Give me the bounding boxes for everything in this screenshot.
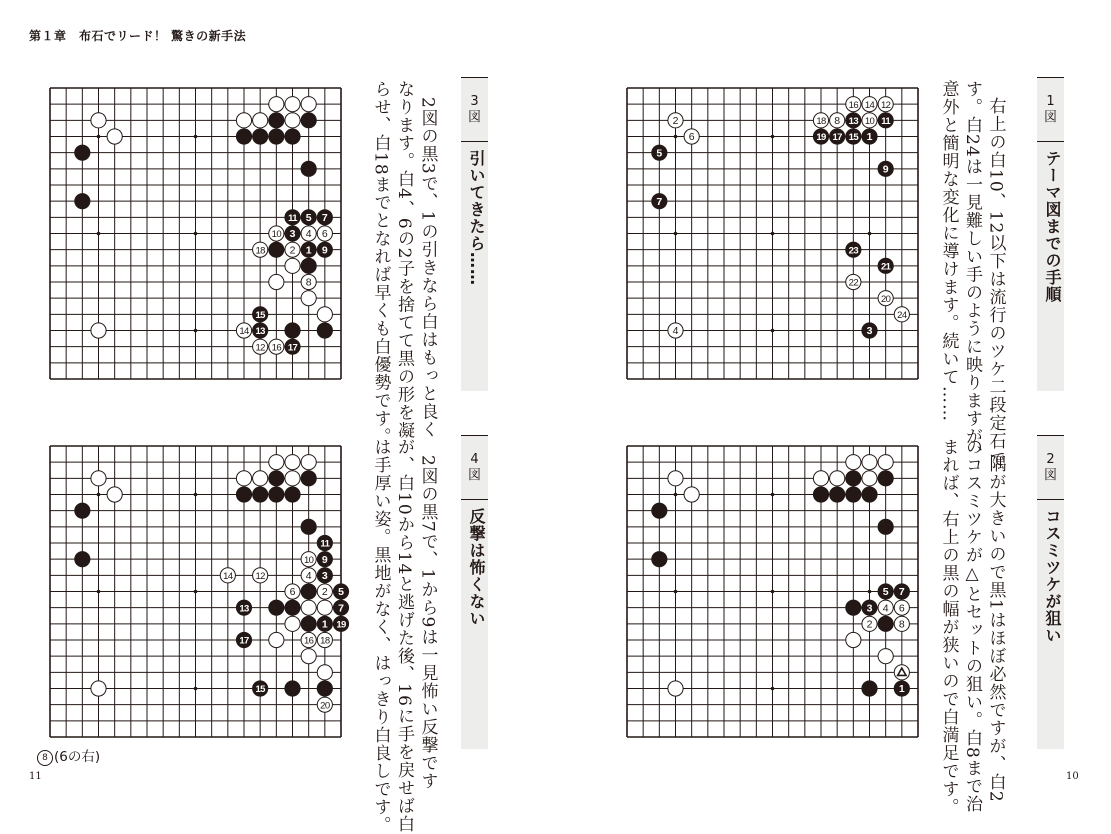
- white-stone: [894, 600, 909, 615]
- black-stone: [317, 568, 332, 583]
- svg-text:16: 16: [848, 99, 859, 111]
- black-stone: [846, 113, 861, 128]
- svg-text:2: 2: [866, 618, 873, 631]
- black-stone: [846, 242, 861, 257]
- white-stone: [846, 274, 861, 289]
- text-line: まれば、右上の黒の幅が狭いので白満足です。: [938, 438, 959, 816]
- white-stone: [668, 113, 683, 128]
- white-stone: [894, 307, 909, 322]
- white-stone: [253, 339, 268, 354]
- black-stone: [253, 487, 268, 502]
- white-stone: [317, 600, 332, 615]
- circled-number-8-icon: 8: [37, 750, 53, 766]
- svg-text:16: 16: [303, 635, 314, 647]
- figure-2-label: [1037, 435, 1064, 749]
- figure-1-commentary: [936, 80, 1007, 469]
- white-stone: [301, 632, 316, 647]
- black-stone: [236, 129, 251, 144]
- figure-title: 引いてきたら……: [467, 150, 486, 286]
- go-board-figure-1: [627, 88, 918, 379]
- white-stone: [668, 471, 683, 486]
- svg-text:14: 14: [223, 570, 233, 582]
- black-stone: [285, 487, 300, 502]
- go-board-figure-2: [627, 446, 918, 737]
- svg-text:13: 13: [255, 326, 265, 338]
- black-stone: [301, 113, 316, 128]
- svg-text:1: 1: [305, 244, 312, 257]
- black-stone: [301, 258, 316, 273]
- black-stone: [269, 113, 284, 128]
- black-stone: [285, 681, 300, 696]
- figure-3-label: [461, 77, 488, 391]
- black-stone: [846, 600, 861, 615]
- board-grid: [627, 88, 918, 379]
- black-stone: [878, 584, 893, 599]
- figure-number-digit: 2: [1046, 451, 1055, 467]
- text-line: なります。白4、6の2子を捨てて黒の形を凝: [394, 80, 414, 440]
- black-stone: [285, 323, 300, 338]
- white-stone: [220, 568, 235, 583]
- white-stone: [862, 113, 877, 128]
- figure-number-digit: 1: [1046, 93, 1055, 109]
- white-stone: [301, 568, 316, 583]
- black-stone: [75, 552, 90, 567]
- white-stone: [253, 471, 268, 486]
- black-stone: [652, 503, 667, 518]
- figure-number: [1037, 78, 1064, 142]
- svg-text:11: 11: [320, 538, 330, 550]
- svg-text:1: 1: [898, 683, 905, 696]
- svg-text:7: 7: [321, 211, 328, 224]
- svg-text:3: 3: [289, 228, 296, 241]
- svg-text:3: 3: [866, 325, 873, 338]
- white-stone: [91, 323, 106, 338]
- white-stone: [253, 568, 268, 583]
- white-stone: [862, 97, 877, 112]
- svg-text:5: 5: [882, 586, 889, 599]
- black-stone: [301, 210, 316, 225]
- white-stone: [878, 600, 893, 615]
- black-stone: [652, 552, 667, 567]
- svg-text:20: 20: [880, 293, 891, 305]
- black-stone: [878, 471, 893, 486]
- svg-text:11: 11: [881, 115, 891, 127]
- black-stone: [301, 161, 316, 176]
- white-stone: [846, 455, 861, 470]
- black-stone: [285, 210, 300, 225]
- white-stone: [301, 600, 316, 615]
- white-stone: [269, 97, 284, 112]
- white-stone: [684, 129, 699, 144]
- black-stone: [862, 600, 877, 615]
- svg-text:1: 1: [321, 618, 328, 631]
- figure-title: コスミツケが狙い: [1043, 508, 1062, 644]
- black-stone: [75, 503, 90, 518]
- black-stone: [846, 487, 861, 502]
- white-stone: [91, 113, 106, 128]
- svg-text:14: 14: [864, 99, 875, 111]
- white-stone: [285, 471, 300, 486]
- black-stone: [333, 584, 348, 599]
- svg-text:17: 17: [239, 635, 249, 647]
- black-stone: [253, 323, 268, 338]
- white-stone: [301, 226, 316, 241]
- black-stone: [301, 616, 316, 631]
- svg-text:3: 3: [321, 569, 328, 582]
- white-stone: [894, 665, 909, 680]
- white-stone: [301, 274, 316, 289]
- text-line: が、白10から14と逃げた後、16に手を戻せば白: [394, 438, 414, 833]
- figure-1-label: [1037, 77, 1064, 391]
- black-stone: [813, 487, 828, 502]
- white-stone: [285, 616, 300, 631]
- black-stone: [813, 129, 828, 144]
- white-stone: [668, 323, 683, 338]
- svg-text:1: 1: [866, 131, 873, 144]
- black-stone: [894, 681, 909, 696]
- white-stone: [878, 291, 893, 306]
- black-stone: [333, 600, 348, 615]
- white-stone: [301, 649, 316, 664]
- svg-text:12: 12: [255, 570, 265, 582]
- figure-number-zu: 図: [467, 467, 481, 483]
- chapter-heading: 第１章 布石でリード！ 驚きの新手法: [29, 29, 247, 43]
- white-stone: [301, 455, 316, 470]
- svg-text:15: 15: [255, 684, 265, 696]
- black-stone: [862, 487, 877, 502]
- svg-text:10: 10: [303, 554, 314, 566]
- svg-text:6: 6: [688, 131, 695, 144]
- text-line: 意外と簡明な変化に導けます。続いて……: [938, 80, 959, 422]
- black-stone: [317, 681, 332, 696]
- svg-text:12: 12: [880, 99, 891, 111]
- text-line: 右上の白10、12以下は流行のツケ二段定石で: [985, 97, 1006, 469]
- black-stone: [285, 129, 300, 144]
- black-stone: [269, 487, 284, 502]
- svg-text:6: 6: [898, 602, 905, 615]
- figure-number-digit: 4: [470, 451, 479, 467]
- svg-text:18: 18: [255, 245, 265, 257]
- text-line: 2図の黒7で、1から9は一見怖い反撃です: [417, 455, 438, 791]
- black-stone: [75, 145, 90, 160]
- svg-text:20: 20: [320, 700, 330, 712]
- white-stone: [894, 616, 909, 631]
- black-stone: [333, 616, 348, 631]
- black-stone: [846, 471, 861, 486]
- white-stone: [285, 97, 300, 112]
- black-stone: [862, 323, 877, 338]
- white-stone: [269, 455, 284, 470]
- black-stone: [236, 487, 251, 502]
- black-stone: [301, 519, 316, 534]
- white-stone: [285, 258, 300, 273]
- white-stone: [301, 97, 316, 112]
- text-line: 隅が大きいので黒1はほぼ必然ですが、白2: [985, 455, 1006, 803]
- figure-3-commentary: [368, 80, 439, 446]
- black-stone: [317, 210, 332, 225]
- white-stone: [317, 632, 332, 647]
- figure-number-zu: 図: [467, 109, 481, 125]
- svg-text:18: 18: [816, 115, 826, 127]
- svg-text:16: 16: [271, 342, 282, 354]
- black-stone: [878, 519, 893, 534]
- black-stone: [253, 681, 268, 696]
- white-stone: [317, 307, 332, 322]
- black-stone: [878, 258, 893, 273]
- svg-text:14: 14: [239, 326, 249, 338]
- white-stone: [285, 455, 300, 470]
- svg-text:8: 8: [305, 276, 312, 289]
- svg-text:4: 4: [882, 602, 889, 615]
- text-line: 2図の黒3で、1の引きなら白はもっと良く: [417, 97, 438, 439]
- figure-4-caption: [37, 745, 100, 766]
- white-stone: [830, 471, 845, 486]
- black-stone: [878, 616, 893, 631]
- caption-text: (6の右): [54, 749, 101, 765]
- black-stone: [285, 339, 300, 354]
- black-stone: [652, 194, 667, 209]
- white-stone: [878, 649, 893, 664]
- black-stone: [269, 242, 284, 257]
- black-stone: [269, 471, 284, 486]
- black-stone: [862, 129, 877, 144]
- svg-text:23: 23: [848, 245, 859, 257]
- white-stone: [91, 471, 106, 486]
- svg-text:2: 2: [672, 114, 679, 127]
- black-stone: [285, 226, 300, 241]
- svg-text:17: 17: [832, 132, 842, 144]
- svg-text:4: 4: [305, 569, 312, 582]
- svg-text:10: 10: [864, 115, 875, 127]
- figure-title: 反撃は怖くない: [467, 508, 486, 627]
- svg-text:6: 6: [321, 228, 328, 241]
- white-stone: [813, 113, 828, 128]
- figure-number-zu: 図: [1043, 467, 1057, 483]
- black-stone: [652, 145, 667, 160]
- white-stone: [269, 226, 284, 241]
- figure-number-zu: 図: [1043, 109, 1057, 125]
- white-stone: [253, 242, 268, 257]
- black-stone: [878, 161, 893, 176]
- svg-text:11: 11: [288, 212, 297, 224]
- black-stone: [75, 194, 90, 209]
- figure-number: [461, 436, 488, 500]
- white-stone: [846, 632, 861, 647]
- black-stone: [301, 242, 316, 257]
- white-stone: [878, 455, 893, 470]
- black-stone: [317, 242, 332, 257]
- black-stone: [269, 129, 284, 144]
- white-stone: [668, 681, 683, 696]
- figure-4-label: [461, 435, 488, 749]
- svg-text:15: 15: [848, 132, 859, 144]
- white-stone: [236, 323, 251, 338]
- svg-text:8: 8: [834, 114, 841, 127]
- black-stone: [830, 487, 845, 502]
- black-stone: [846, 129, 861, 144]
- go-board-figure-4: [50, 446, 346, 737]
- white-stone: [107, 129, 122, 144]
- white-stone: [317, 697, 332, 712]
- svg-text:21: 21: [880, 261, 891, 273]
- text-line: す。白24は一見難しい手のように映りますが、: [962, 80, 982, 464]
- white-stone: [253, 113, 268, 128]
- svg-text:10: 10: [271, 229, 282, 241]
- black-stone: [894, 584, 909, 599]
- board-grid: [50, 446, 346, 737]
- white-stone: [317, 584, 332, 599]
- black-stone: [301, 471, 316, 486]
- white-stone: [285, 242, 300, 257]
- white-stone: [813, 471, 828, 486]
- white-stone: [862, 471, 877, 486]
- black-stone: [301, 584, 316, 599]
- svg-text:5: 5: [656, 147, 663, 160]
- svg-text:12: 12: [255, 342, 265, 354]
- white-stone: [236, 471, 251, 486]
- page-number-left: 11: [29, 771, 42, 782]
- text-line: は手厚い姿。黒地がなく、はっきり白良しです。: [370, 438, 391, 834]
- black-stone: [236, 600, 251, 615]
- black-stone: [317, 616, 332, 631]
- svg-text:5: 5: [305, 211, 312, 224]
- white-stone: [269, 632, 284, 647]
- svg-text:9: 9: [321, 553, 328, 566]
- black-stone: [269, 600, 284, 615]
- white-stone: [862, 616, 877, 631]
- page-number-right: 10: [1066, 771, 1079, 782]
- black-stone: [862, 681, 877, 696]
- black-stone: [830, 129, 845, 144]
- svg-text:4: 4: [672, 325, 679, 338]
- white-stone: [317, 226, 332, 241]
- svg-text:2: 2: [321, 586, 328, 599]
- svg-text:9: 9: [321, 244, 328, 257]
- black-stone: [285, 600, 300, 615]
- figure-title: テーマ図までの手順: [1043, 150, 1062, 303]
- text-line: のコスミツケが△とセットの狙い。白8まで治: [962, 438, 982, 813]
- figure-2-commentary: [936, 438, 1007, 816]
- svg-text:24: 24: [897, 309, 907, 321]
- white-stone: [317, 665, 332, 680]
- white-stone: [285, 113, 300, 128]
- white-stone: [301, 552, 316, 567]
- white-stone: [236, 113, 251, 128]
- svg-text:7: 7: [656, 195, 663, 208]
- svg-text:13: 13: [239, 603, 249, 615]
- black-stone: [878, 113, 893, 128]
- figure-number-digit: 3: [470, 93, 479, 109]
- board-grid: [50, 88, 341, 379]
- svg-text:19: 19: [336, 619, 346, 631]
- white-stone: [107, 487, 122, 502]
- white-stone: [269, 274, 284, 289]
- white-stone: [684, 487, 699, 502]
- figure-4-commentary: [368, 438, 439, 834]
- white-stone: [301, 291, 316, 306]
- svg-text:15: 15: [255, 309, 265, 321]
- svg-text:2: 2: [289, 244, 296, 257]
- svg-text:7: 7: [898, 586, 905, 599]
- white-stone: [830, 113, 845, 128]
- white-stone: [285, 584, 300, 599]
- svg-text:5: 5: [338, 586, 344, 599]
- white-stone: [91, 681, 106, 696]
- black-stone: [236, 632, 251, 647]
- svg-text:13: 13: [848, 115, 859, 127]
- svg-text:4: 4: [305, 228, 312, 241]
- white-stone: [878, 97, 893, 112]
- svg-text:9: 9: [882, 163, 889, 176]
- svg-text:7: 7: [338, 602, 344, 615]
- svg-text:3: 3: [866, 602, 873, 615]
- white-stone: [862, 455, 877, 470]
- svg-text:22: 22: [848, 277, 859, 289]
- white-stone: [846, 97, 861, 112]
- svg-text:8: 8: [898, 618, 905, 631]
- board-grid: [627, 446, 918, 737]
- black-stone: [253, 129, 268, 144]
- black-stone: [317, 323, 332, 338]
- black-stone: [253, 307, 268, 322]
- svg-text:6: 6: [289, 586, 296, 599]
- text-line: らせ、白18までとなれば早くも白優勢です。: [370, 80, 391, 446]
- black-stone: [317, 535, 332, 550]
- svg-text:17: 17: [287, 342, 298, 354]
- figure-number: [461, 78, 488, 142]
- svg-text:19: 19: [816, 132, 826, 144]
- black-stone: [317, 552, 332, 567]
- white-stone: [269, 339, 284, 354]
- figure-number: [1037, 436, 1064, 500]
- svg-text:18: 18: [320, 635, 330, 647]
- go-board-figure-3: [50, 88, 341, 379]
